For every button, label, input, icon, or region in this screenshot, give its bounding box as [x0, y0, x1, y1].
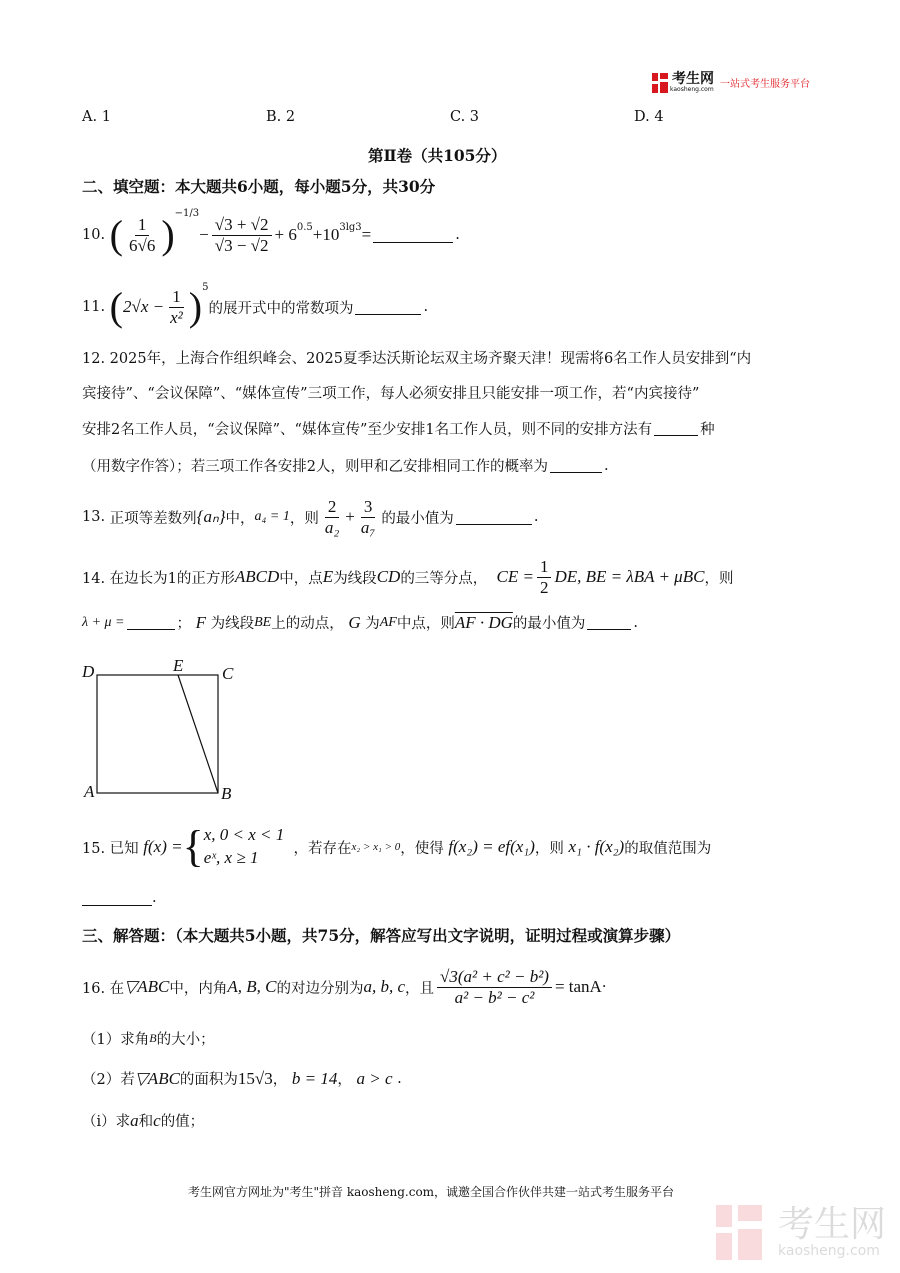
- answer-blank[interactable]: [456, 510, 532, 525]
- question-13: [82, 492, 538, 542]
- punct: .: [533, 509, 539, 525]
- frac-num: 1: [169, 287, 184, 308]
- answer-blank[interactable]: [82, 891, 152, 906]
- q-text: 中点，则: [396, 616, 455, 632]
- math: x₁ · f(x₂): [568, 837, 625, 856]
- question-10: 10. ( $\frac{1}{6√6}$ ) $^{-1/3}$ − $\frac{√3 + √2}{√3 - √2}$ + 6 $^{0.5}$ +10 $^{3lg3}$ = .: [82, 208, 460, 257]
- term: 2√x −: [123, 297, 165, 316]
- math: ▽ABC: [134, 1068, 180, 1088]
- label-e: E: [173, 656, 184, 675]
- op: −: [199, 225, 209, 244]
- watermark-logo-icon: [716, 1205, 766, 1260]
- condition: a₄ = 1: [254, 509, 290, 524]
- frac-den: a² − b² − c²: [454, 987, 535, 1007]
- question-16-part-2: [82, 1068, 402, 1089]
- q-number: 10.: [82, 227, 106, 243]
- label-a: A: [84, 782, 95, 801]
- q-text: ；: [176, 616, 191, 632]
- frac-den: 2: [539, 577, 549, 597]
- math: b = 14: [291, 1068, 338, 1088]
- question-12-line-3: [82, 418, 715, 439]
- math: G: [348, 612, 361, 632]
- logo-slogan: 一站式考生服务平台: [720, 79, 810, 90]
- q-text: （2）若: [82, 1072, 135, 1088]
- watermark: [716, 1205, 886, 1260]
- punct: .: [455, 227, 460, 243]
- q-text: 的展开式中的常数项为: [208, 300, 354, 317]
- label-b: B: [221, 784, 232, 803]
- option-a: A. 1: [82, 109, 111, 125]
- q-text: 正项等差数列: [109, 510, 197, 527]
- q-text: ，则: [534, 840, 564, 857]
- math: AF: [379, 614, 397, 630]
- part-title: 第Ⅱ卷（共105分）: [368, 146, 507, 165]
- frac-num: 1: [537, 557, 552, 578]
- logo-domain: kaosheng.com: [670, 86, 714, 93]
- math: c: [153, 1110, 161, 1130]
- footer-text: 考生网官方网址为"考生"拼音 kaosheng.com，诚邀全国合作伙伴共建一站式考生服务平台: [188, 1185, 675, 1199]
- math: a, b, c: [363, 977, 406, 996]
- exponent: 3lg3: [339, 222, 362, 233]
- frac-num: 2: [325, 497, 340, 518]
- q-text: 14. 在边长为1的正方形: [82, 570, 235, 587]
- punct: .: [423, 299, 429, 315]
- answer-blank[interactable]: [127, 615, 175, 630]
- q-text: （i）求: [82, 1114, 131, 1130]
- condition: x₂ > x₁ > 0: [351, 841, 401, 853]
- q-text: 中，内角: [169, 980, 228, 997]
- math: F: [195, 612, 206, 632]
- segment-be: [178, 675, 218, 793]
- site-logo[interactable]: [652, 72, 810, 93]
- math: BE: [254, 614, 272, 630]
- label-c: C: [222, 664, 234, 683]
- logo-mark-icon: [652, 73, 670, 93]
- piecewise-cases: [204, 824, 285, 870]
- question-12-line-4: [82, 455, 609, 476]
- punct: .: [603, 457, 609, 474]
- punct: ·: [601, 979, 607, 995]
- frac-den: √3 − √2: [214, 235, 269, 255]
- math: a: [130, 1110, 139, 1130]
- option-b: B. 2: [266, 109, 296, 125]
- section-2-heading: 二、填空题：本大题共6小题，每小题5分，共30分: [82, 177, 436, 196]
- exponent: 5: [202, 282, 209, 293]
- frac-num: 1: [135, 215, 150, 236]
- answer-blank[interactable]: [587, 615, 631, 630]
- math: a > c: [356, 1068, 393, 1088]
- question-12-line-1: 12. 2025年，上海合作组织峰会、2025夏季达沃斯论坛双主场齐聚天津！现需将6名工作人员安排到“内: [82, 351, 752, 367]
- q-text: 的对边分别为: [276, 980, 364, 997]
- answer-blank[interactable]: [355, 300, 421, 315]
- watermark-name: 考生网: [778, 1203, 887, 1245]
- exponent: −1/3: [174, 208, 200, 219]
- math: E: [322, 567, 334, 586]
- q-text: 上的动点，: [271, 616, 344, 632]
- q-text: 中，: [225, 510, 255, 527]
- q-text: 的最小值为: [512, 616, 586, 632]
- punct: .: [152, 890, 157, 906]
- section-3-heading: 三、解答题：（本大题共5小题，共75分，解答应写出文字说明，证明过程或演算步骤）: [82, 926, 681, 945]
- q-text: 的值；: [160, 1114, 205, 1130]
- math: 15√3: [237, 1068, 273, 1088]
- op: =: [361, 225, 372, 244]
- question-14-line-2: [82, 612, 638, 633]
- frac-den: a₇: [360, 517, 376, 537]
- math: CD: [376, 567, 401, 586]
- q-text: ，: [337, 1072, 352, 1088]
- question-16: [82, 962, 606, 1012]
- frac-num: √3 + √2: [212, 215, 272, 236]
- frac-num: 3: [361, 497, 376, 518]
- option-d: D. 4: [634, 109, 664, 125]
- question-14-line-1: [82, 552, 733, 602]
- punct: .: [633, 614, 639, 631]
- sequence: {aₙ}: [196, 507, 226, 526]
- q-number: 16. 在: [82, 980, 125, 997]
- q-text: 种: [700, 422, 715, 438]
- frac-den: a₂: [324, 517, 340, 537]
- logo-name: 考生网: [672, 71, 714, 87]
- q-text: 为: [365, 616, 380, 632]
- option-c: C. 3: [450, 109, 480, 125]
- frac-num: √3(a² + c² − b²): [437, 967, 552, 988]
- question-15: 15. 已知 f(x) = { x, 0 < x < 1 eˣ, x ≥ 1 ，若存在 x₂ > x₁ > 0 ，使得 f(x₂) = ef(x₁) ，则 x₁ · f(x₂) 的取值范围为: [82, 822, 712, 871]
- q-text: ，则: [704, 570, 734, 587]
- math: ▽ABC: [124, 977, 170, 996]
- op: +: [345, 507, 355, 526]
- math: B: [149, 1031, 157, 1045]
- punct: .: [397, 1070, 402, 1087]
- q-text: （1）求角: [82, 1032, 150, 1048]
- square-abcd: [97, 675, 218, 793]
- frac-den: x²: [170, 307, 183, 327]
- math: λ + μ =: [82, 614, 125, 630]
- question-15-answer: [82, 890, 157, 906]
- math: ABCD: [234, 567, 280, 586]
- q-text: 的取值范围为: [624, 840, 712, 857]
- vector-equation: DE, BE = λBA + μBC: [554, 567, 705, 586]
- q-text: 的最小值为: [381, 510, 454, 527]
- answer-blank[interactable]: [373, 228, 453, 243]
- math: = tanA: [554, 977, 602, 996]
- q-text: 安排2名工作人员，“会议保障”、“媒体宣传”至少安排1名工作人员，则不同的安排方法有: [82, 422, 653, 438]
- q-text: ，使得: [400, 840, 444, 857]
- answer-blank[interactable]: [654, 421, 698, 436]
- answer-blank[interactable]: [550, 458, 602, 473]
- q-text: 的大小；: [156, 1032, 215, 1048]
- vector-product: AF · DG: [454, 612, 513, 632]
- math: f(x) =: [143, 837, 183, 856]
- q-text: （用数字作答）；若三项工作各安排2人，则甲和乙安排相同工作的概率为: [82, 459, 548, 475]
- case-1: x, 0 < x < 1: [203, 825, 285, 845]
- q-text: 的三等分点，: [400, 570, 488, 587]
- frac-den: 6√6: [129, 235, 156, 255]
- question-11: 11. ( 2√x − $\frac{1}{\text{x²}}$ ) $^5$ 的展开式中的常数项为 .: [82, 282, 429, 329]
- math: A, B, C: [227, 977, 277, 996]
- q-text: 为线段: [210, 616, 255, 632]
- q-number: 11.: [82, 299, 106, 315]
- q-text: 的面积为: [179, 1072, 238, 1088]
- q-text: ，: [272, 1072, 288, 1088]
- math: CE =: [496, 567, 534, 586]
- question-16-part-i: [82, 1110, 204, 1131]
- exponent: 0.5: [296, 222, 313, 233]
- case-2: eˣ, x ≥ 1: [203, 848, 259, 867]
- question-12-line-2: 宾接待”、“会议保障”、“媒体宣传”三项工作，每人必须安排且只能安排一项工作，若“内宾接待”: [82, 386, 700, 402]
- q-text: ，若存在: [293, 840, 352, 857]
- question-16-part-1: [82, 1028, 215, 1049]
- q-text: ，则: [289, 510, 319, 527]
- term: +10: [312, 225, 340, 244]
- watermark-domain: kaosheng.com: [778, 1242, 880, 1259]
- q-text: 中，点: [279, 570, 323, 587]
- q-text: ，且: [405, 980, 435, 997]
- q-number: 15. 已知: [82, 840, 139, 857]
- math: f(x₂) = ef(x₁): [448, 837, 535, 856]
- q-text: 为线段: [333, 570, 377, 587]
- q-text: 和: [138, 1114, 154, 1130]
- q-number: 13.: [82, 509, 106, 525]
- term: + 6: [274, 225, 297, 244]
- label-d: D: [82, 662, 95, 681]
